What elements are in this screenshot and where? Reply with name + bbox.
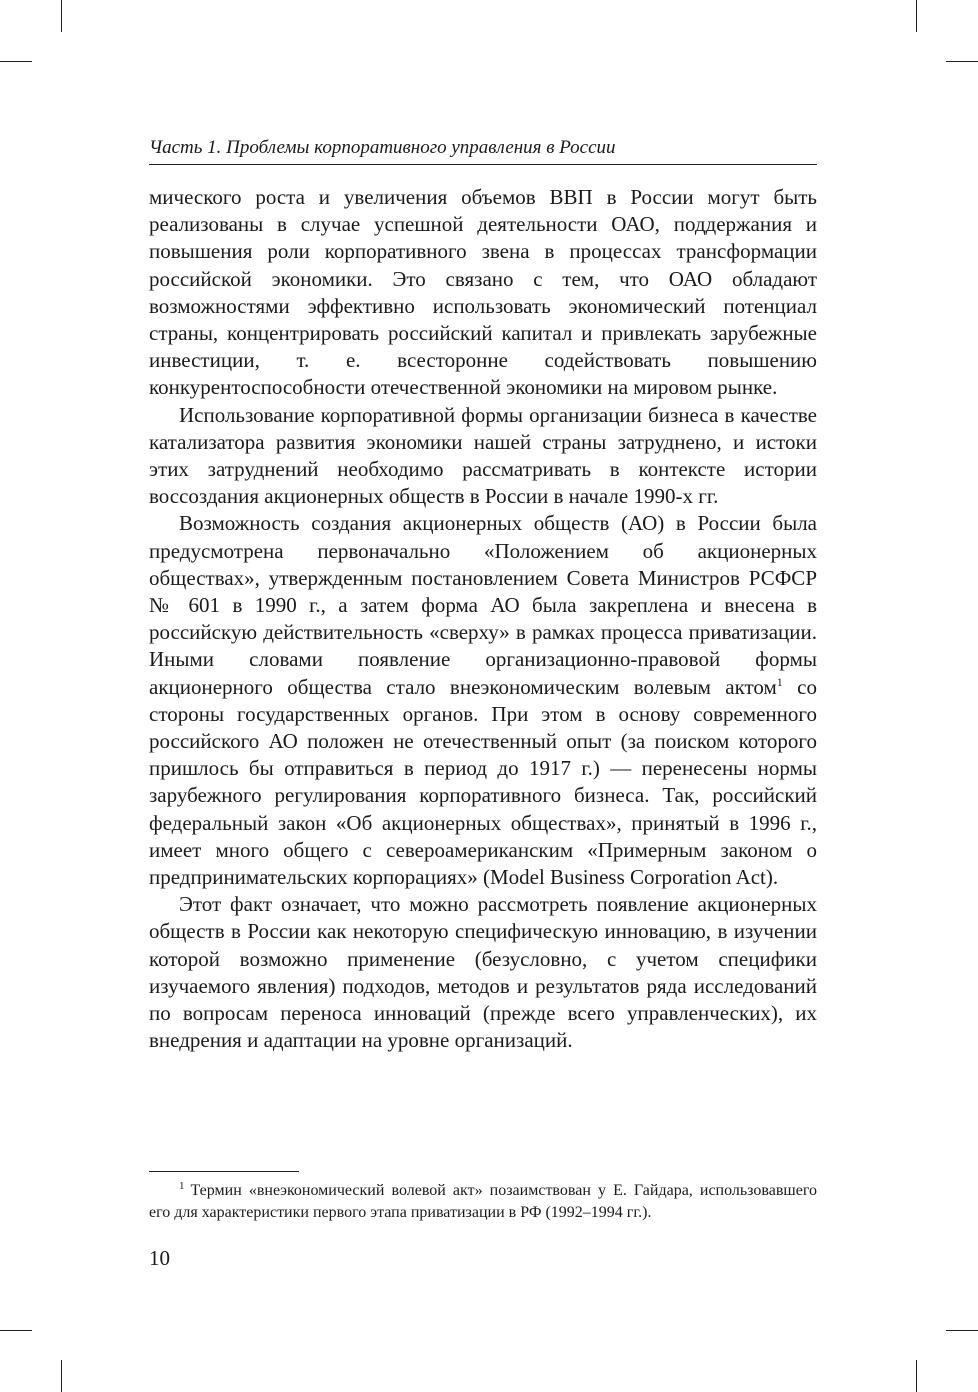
page-number: 10 — [149, 1246, 170, 1270]
footnote-reference[interactable]: 1 — [776, 674, 783, 689]
footnote-mark: 1 — [179, 1179, 185, 1192]
paragraph-1: мического роста и увеличения объемов ВВП в России могут быть реализованы в случае успешной деятельности ОАО, поддержания и повышения роли корпоративного звена в процессах трансформации российской экономики. Это связано с тем, что ОАО обладают возможностями эффективно использовать экономический потенциал страны, концентрировать российский капитал и привлекать зарубежные инвестиции, т. е. всесторонне содействовать повышению конкурентоспособности отечественной экономики на мировом рынке. — [149, 185, 817, 400]
body-text — [149, 184, 817, 1055]
running-head: Часть 1. Проблемы корпоративного управления в России — [149, 136, 817, 165]
paragraph-3 — [149, 510, 817, 891]
paragraph-3-text-a: Возможность создания акционерных обществ (АО) в России была предусмотрена первоначально «Положением об акционерных обществах», утвержденным постановлением Совета Министров РСФСР № 601 в 1990 г., а затем форма АО была закреплена и внесена в российскую действительность «сверху» в рамках процесса приватизации. Иными словами появление организационно-правовой формы акционерного общества стало внеэкономическим волевым актом — [149, 511, 817, 699]
footnote-rule — [149, 1171, 299, 1172]
crop-mark — [946, 1330, 978, 1331]
crop-mark — [61, 1360, 62, 1392]
footnote — [149, 1180, 817, 1224]
paragraph-3-text-b: со стороны государственных органов. При этом в основу современного российского АО положен не отечественный опыт (за поиском которого пришлось бы отправиться в период до 1917 г.) — перенесены нормы зарубежного регулирования корпоративного бизнеса. Так, российский федеральный закон «Об акционерных обществах», принятый в 1996 г., имеет много общего с североамериканским «Примерным законом о предпринимательских корпорациях» (Model Business Corporation Act). — [149, 674, 818, 890]
paragraph-2: Использование корпоративной формы организации бизнеса в качестве катализатора развития экономики нашей страны затруднено, и истоки этих затруднений необходимо рассматривать в контексте истории воссоздания акционерных обществ в России в начале 1990-х гг. — [149, 402, 817, 509]
crop-mark — [0, 1330, 32, 1331]
crop-mark — [946, 61, 978, 62]
footnote-text: Термин «внеэкономический волевой акт» позаимствован у Е. Гайдара, использовавшего его для характеристики первого этапа приватизации в РФ (1992–1994 гг.). — [149, 1182, 817, 1221]
paragraph-4: Этот факт означает, что можно рассмотреть появление акционерных обществ в России как некоторую специфическую инновацию, в изучении которой возможно применение (безусловно, с учетом специфики изучаемого явления) подходов, методов и результатов ряда исследований по вопросам переноса инноваций (прежде всего управленческих), их внедрения и адаптации на уровне организаций. — [149, 892, 817, 1053]
crop-mark — [61, 0, 62, 32]
crop-mark — [0, 61, 32, 62]
crop-mark — [916, 1360, 917, 1392]
crop-mark — [916, 0, 917, 32]
